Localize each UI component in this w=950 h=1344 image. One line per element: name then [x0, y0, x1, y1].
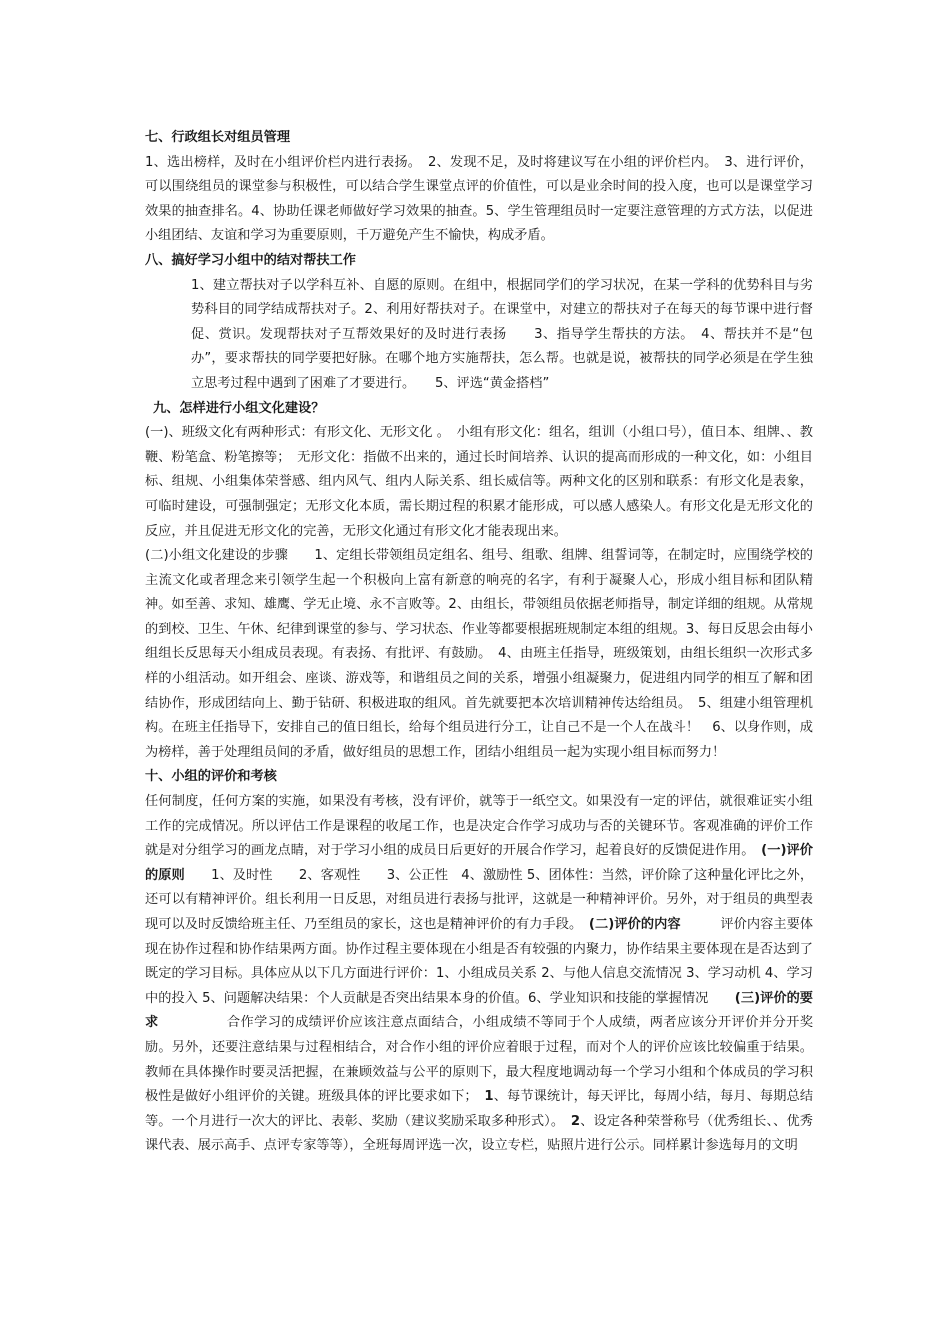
evaluation-principles-text: 1、及时性 2、客观性 3、公正性 4、激励性 5、团体性：当然，评价除了这种量化评比之外，还可以有精神评价。组长利用一日反思，对组员进行表扬与批评，这就是一种精神评价。另外，对于组员的典型表现可以及时反馈给班主任、乃至组员的家长，这也是精神评价的有力手段。 — [145, 867, 814, 932]
evaluation-content-text: 评价内容主要体现在协作过程和协作结果两方面。协作过程主要体现在小组是否有较强的内聚力，协作结果主要体现在是否达到了既定的学习目标。具体应从以下几方面进行评价：1、小组成员关系 2、与他人信息交流情况 3、学习动机 4、学习中的投入 5、问题解决结果：个人贡献是否突出结果本身的价值。6、学业知识和技能的掌握情况 — [145, 917, 814, 1006]
evaluation-requirements-heading: (三)评价的要求 — [145, 990, 813, 1031]
section-9-paragraph-1: (一)、班级文化有两种形式：有形文化、无形文化 。 小组有形文化：组名，组训（小组口号），值日本、组牌、、教鞭、粉笔盒、粉笔擦等； 无形文化：指做不出来的，通过长时间培养、认识的提高而形成的一种文化，如：小组目标、组规、小组集体荣誉感、组内风气、组内人际关系、组长威信等。两种文化的区别和联系：有形文化是表象，可临时建设，可强制强定；无形文化本质，需长期过程的积累才能形成，可以感人感染人。有形文化是无形文化的反应，并且促进无形文化的完善，无形文化通过有形文化才能表现出来。 — [145, 425, 813, 539]
requirement-1-number: 1 — [484, 1089, 494, 1105]
section-9-heading: 九、怎样进行小组文化建设？ — [153, 400, 325, 416]
section-9-paragraph-2: (二)小组文化建设的步骤 1、定组长带领组员定组名、组号、组歌、组牌、组誓词等，在制定时，应围绕学校的主流文化或者理念来引领学生起一个积极向上富有新意的响亮的名字，有利于凝聚人心，形成小组目标和团队精神。如至善、求知、雄鹰、学无止境、永不言败等。2、由组长，带领组员依据老师指导，制定详细的组规。从常规的到校、卫生、午休、纪律到课堂的参与、学习状态、作业等都要根据班规制定本组的组规。3、每日反思会由每小组组长反思每天小组成员表现。有表扬、有批评、有鼓励。 4、由班主任指导，班级策划，由组长组织一次形式多样的小组活动。如开组会、座谈、游戏等，和谐组员之间的关系，增强小组凝聚力，促进组内同学的相互了解和团结协作，形成团结向上、勤于钻研、积极进取的组风。首先就要把本次培训精神传达给组员。 5、组建小组管理机构。在班主任指导下，安排自己的值日组长，给每个组员进行分工，让自己不是一个人在战斗！ 6、以身作则，成为榜样，善于处理组员间的矛盾，做好组员的思想工作，团结小组组员一起为实现小组目标而努力！ — [145, 548, 813, 760]
requirement-1-text: 、每节课统计，每天评比，每周小结，每月、每期总结等。一个月进行一次大的评比、表彰、奖励（建议奖励采取多种形式）。 — [145, 1089, 814, 1129]
section-10-intro: 任何制度，任何方案的实施，如果没有考核，没有评价，就等于一纸空文。如果没有一定的评估，就很难证实小组工作的完成情况。所以评估工作是课程的收尾工作，也是决定合作学习成功与否的关键环节。客观准确的评价工作就是对分组学习的画龙点睛，对于学习小组的成员日后更好的开展合作学习，起着良好的反馈促进作用。 — [145, 794, 813, 859]
requirement-2-number: 2 — [570, 1113, 581, 1129]
document-page — [145, 126, 813, 1159]
section-8-body: 1、建立帮扶对子以学科互补、自愿的原则。在组中，根据同学们的学习状况，在某一学科的优势科目与劣势科目的同学结成帮扶对子。2、利用好帮扶对子。在课堂中，对建立的帮扶对子在每天的每节课中进行督促、赏识。发现帮扶对子互帮效果好的及时进行表扬 3、指导学生帮扶的方法。 4、帮扶并不是“包办”，要求帮扶的同学要把好脉。在哪个地方实施帮扶，怎么帮。也就是说，被帮扶的同学必须是在学生独立思考过程中遇到了困难了才要进行。 5、评选“黄金搭档” — [191, 277, 813, 391]
requirement-2-text: 、设定各种荣誉称号（优秀组长、、优秀课代表、展示高手、点评专家等等），全班每周评选一次，设立专栏，贴照片进行公示。同样累计参选每月的文明 — [145, 1113, 813, 1154]
section-10-body — [145, 790, 813, 1159]
evaluation-requirements-text: 合作学习的成绩评价应该注意点面结合，小组成绩不等同于个人成绩，两者应该分开评价并分开奖励。另外，还要注意结果与过程相结合，对合作小组的评价应着眼于过程，而对个人的评价应该比较偏重于结果。教师在具体操作时要灵活把握，在兼顾效益与公平的原则下，最大程度地调动每一个学习小组和个体成员的学习积极性是做好小组评价的关键。班级具体的评比要求如下； — [145, 1015, 814, 1105]
section-7-body: 1、选出榜样，及时在小组评价栏内进行表扬。 2、发现不足，及时将建议写在小组的评价栏内。 3、进行评价，可以围绕组员的课堂参与积极性，可以结合学生课堂点评的价值性，可以是业余时间的投入度，也可以是课堂学习效果的抽查排名。4、协助任课老师做好学习效果的抽查。5、学生管理组员时一定要注意管理的方式方法，以促进小组团结、友谊和学习为重要原则，千万避免产生不愉快，构成矛盾。 — [145, 154, 813, 244]
section-8-heading: 八、搞好学习小组中的结对帮扶工作 — [145, 252, 356, 268]
evaluation-content-heading: (二)评价的内容 — [588, 917, 681, 932]
evaluation-principles-heading: (一)评价的原则 — [145, 843, 813, 883]
section-10-heading: 十、小组的评价和考核 — [145, 769, 277, 785]
section-7-heading: 七、行政组长对组员管理 — [145, 130, 291, 145]
